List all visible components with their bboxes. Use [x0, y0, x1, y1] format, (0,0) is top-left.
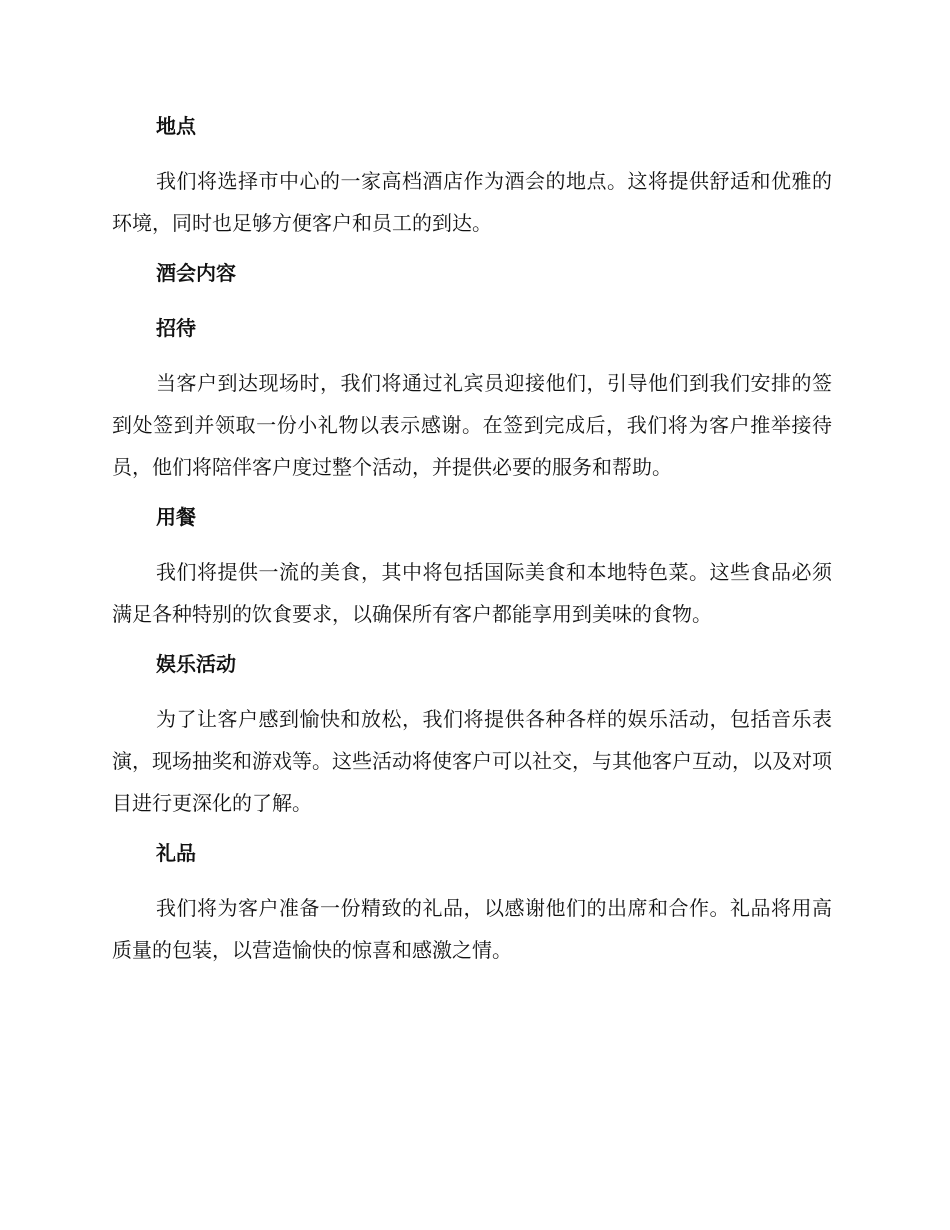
section-heading-location: 地点	[156, 114, 196, 138]
section-body-gifts: 我们将为客户准备一份精致的礼品，以感谢他们的出席和合作。礼品将用高质量的包装，以营造愉快的惊喜和感激之情。	[112, 896, 832, 962]
section-heading-entertainment: 娱乐活动	[156, 652, 236, 676]
section-body-entertainment: 为了让客户感到愉快和放松，我们将提供各种各样的娱乐活动，包括音乐表演，现场抽奖和游戏等。这些活动将使客户可以社交，与其他客户互动，以及对项目进行更深化的了解。	[112, 707, 832, 815]
section-body-dining: 我们将提供一流的美食，其中将包括国际美食和本地特色菜。这些食品必须满足各种特别的饮食要求，以确保所有客户都能享用到美味的食物。	[112, 560, 832, 626]
section-body-location: 我们将选择市中心的一家高档酒店作为酒会的地点。这将提供舒适和优雅的环境，同时也足够方便客户和员工的到达。	[112, 169, 832, 235]
section-heading-reception: 招待	[156, 316, 196, 340]
section-heading-gifts: 礼品	[156, 841, 196, 865]
section-heading-event-content: 酒会内容	[156, 261, 236, 285]
section-heading-dining: 用餐	[156, 505, 196, 529]
section-body-reception: 当客户到达现场时，我们将通过礼宾员迎接他们，引导他们到我们安排的签到处签到并领取一份小礼物以表示感谢。在签到完成后，我们将为客户推举接待员，他们将陪伴客户度过整个活动，并提供必要的服务和帮助。	[112, 371, 832, 479]
document-page	[112, 110, 832, 984]
